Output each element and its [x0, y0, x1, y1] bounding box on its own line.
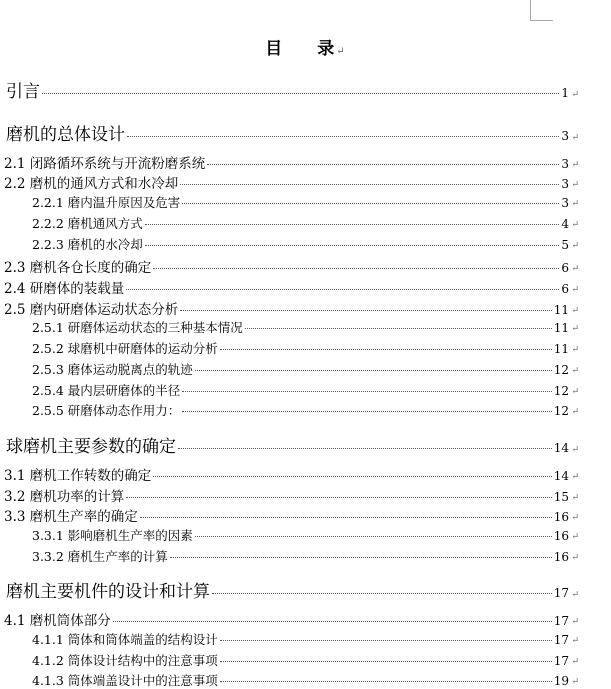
- paragraph-mark-icon: ↵: [571, 657, 579, 667]
- toc-entry-page-number: 14: [553, 469, 569, 483]
- toc-entry-label: 2.5.5 研磨体动态作用力：: [32, 403, 181, 418]
- toc-entry-page-number: 12: [553, 404, 569, 418]
- toc-entry-page-number: 17: [553, 586, 569, 600]
- paragraph-mark-icon: ↵: [571, 160, 579, 170]
- toc-entry-page-number: 17: [553, 654, 569, 668]
- paragraph-mark-icon: ↵: [571, 590, 579, 600]
- toc-entry[interactable]: [4, 277, 579, 297]
- dot-leader: [195, 370, 552, 371]
- toc-entry-page-number: 16: [553, 550, 569, 564]
- toc-entry-page-number: 14: [553, 441, 569, 455]
- dot-leader: [126, 289, 559, 290]
- toc-entry-label: 引言: [6, 82, 40, 102]
- toc-entry-page-number: 3: [561, 196, 569, 210]
- dot-leader: [180, 310, 551, 311]
- paragraph-mark-icon: ↵: [571, 387, 579, 397]
- toc-entry[interactable]: [4, 485, 579, 505]
- toc-entry-label: 3.3.2 磨机生产率的计算: [32, 549, 168, 564]
- toc-entry-label: 磨机主要机件的设计和计算: [6, 582, 210, 602]
- paragraph-mark-icon: ↵: [571, 617, 579, 627]
- toc-entry[interactable]: [32, 235, 579, 253]
- paragraph-mark-icon: ↵: [571, 180, 579, 190]
- dot-leader: [195, 536, 552, 537]
- paragraph-mark-icon: ↵: [571, 677, 579, 687]
- toc-entry[interactable]: [4, 505, 579, 525]
- dot-leader: [153, 476, 551, 477]
- toc-entry-label: 4.1.1 筒体和筒体端盖的结构设计: [32, 632, 218, 647]
- dot-leader: [140, 517, 552, 518]
- dot-leader: [245, 328, 552, 329]
- paragraph-mark-icon: ↵: [571, 241, 579, 251]
- toc-entry-page-number: 11: [553, 321, 569, 335]
- dot-leader: [182, 411, 551, 412]
- toc-entry-page-number: 12: [553, 363, 569, 377]
- toc-entry-page-number: 3: [561, 157, 569, 171]
- dot-leader: [145, 224, 560, 225]
- paragraph-mark-icon: ↵: [571, 472, 579, 482]
- toc-entry[interactable]: [32, 318, 579, 336]
- toc-entry-page-number: 5: [561, 238, 569, 252]
- dot-leader: [182, 391, 551, 392]
- toc-entry-page-number: 12: [553, 384, 569, 398]
- toc-entry[interactable]: [4, 172, 579, 192]
- toc-entry-label: 2.2.3 磨机的水冷却: [32, 237, 143, 252]
- paragraph-mark-icon: ↵: [571, 493, 579, 503]
- paragraph-mark-icon: ↵: [571, 345, 579, 355]
- paragraph-mark-icon: ↵: [571, 366, 579, 376]
- toc-entry-page-number: 15: [553, 490, 569, 504]
- dot-leader: [207, 164, 559, 165]
- toc-entry[interactable]: [6, 577, 579, 602]
- dot-leader: [145, 245, 560, 246]
- paragraph-mark-icon: ↵: [571, 306, 579, 316]
- toc-entry[interactable]: [4, 609, 579, 629]
- toc-entry-label: 3.3 磨机生产率的确定: [4, 509, 138, 525]
- toc-entry[interactable]: [32, 671, 579, 689]
- toc-entry-page-number: 16: [553, 510, 569, 524]
- dot-leader: [113, 621, 552, 622]
- toc-title-char-2: 录: [317, 39, 336, 59]
- toc-entry[interactable]: [4, 152, 579, 172]
- paragraph-mark-icon: ↵: [336, 46, 346, 57]
- paragraph-mark-icon: ↵: [571, 264, 579, 274]
- paragraph-mark-icon: ↵: [571, 445, 579, 455]
- toc-entry[interactable]: [32, 381, 579, 399]
- toc-entry-label: 磨机的总体设计: [6, 125, 125, 145]
- toc-entry[interactable]: [32, 651, 579, 669]
- paragraph-mark-icon: ↵: [571, 324, 579, 334]
- toc-entry-label: 球磨机主要参数的确定: [6, 437, 176, 457]
- paragraph-mark-icon: ↵: [571, 532, 579, 542]
- toc-entry-page-number: 3: [561, 129, 569, 143]
- toc-entry-label: 2.4 研磨体的装载量: [4, 281, 125, 297]
- paragraph-mark-icon: ↵: [571, 199, 579, 209]
- toc-entry[interactable]: [32, 526, 579, 544]
- dot-leader: [180, 184, 559, 185]
- dot-leader: [220, 349, 552, 350]
- toc-entry-label: 3.3.1 影响磨机生产率的因素: [32, 528, 193, 543]
- toc-entry-label: 2.5 磨内研磨体运动状态分析: [4, 302, 179, 318]
- dot-leader: [42, 93, 559, 94]
- paragraph-mark-icon: ↵: [571, 133, 579, 143]
- toc-entry-label: 2.5.4 最内层研磨体的半径: [32, 383, 181, 398]
- toc-entry-page-number: 17: [553, 614, 569, 628]
- toc-entry-label: 3.1 磨机工作转数的确定: [4, 468, 152, 484]
- toc-entry-page-number: 11: [553, 342, 569, 356]
- toc-entry[interactable]: [32, 214, 579, 232]
- toc-entry[interactable]: [32, 630, 579, 648]
- dot-leader: [182, 203, 559, 204]
- toc-entry-page-number: 11: [553, 303, 569, 317]
- toc-entry-label: 2.5.3 磨体运动脱离点的轨迹: [32, 362, 193, 377]
- toc-entry-label: 2.5.1 研磨体运动状态的三种基本情况: [32, 320, 243, 335]
- toc-entry-page-number: 1: [561, 86, 569, 100]
- paragraph-mark-icon: ↵: [571, 636, 579, 646]
- toc-entry-label: 2.1 闭路循环系统与开流粉磨系统: [4, 156, 206, 172]
- dot-leader: [126, 497, 551, 498]
- toc-entry-page-number: 16: [553, 529, 569, 543]
- toc-entry-page-number: 19: [553, 674, 569, 688]
- toc-entry-page-number: 6: [561, 282, 569, 296]
- dot-leader: [127, 136, 559, 137]
- paragraph-mark-icon: ↵: [571, 407, 579, 417]
- toc-entry-page-number: 17: [553, 633, 569, 647]
- toc-entry[interactable]: [6, 77, 579, 102]
- dot-leader: [220, 661, 552, 662]
- paragraph-mark-icon: ↵: [571, 553, 579, 563]
- dot-leader: [212, 593, 552, 594]
- toc-entry-label: 2.2 磨机的通风方式和水冷却: [4, 176, 179, 192]
- toc-entry[interactable]: [4, 464, 579, 484]
- toc-entry[interactable]: [32, 339, 579, 357]
- paragraph-mark-icon: ↵: [571, 220, 579, 230]
- toc-entry-label: 4.1 磨机筒体部分: [4, 613, 111, 629]
- dot-leader: [170, 557, 552, 558]
- paragraph-mark-icon: ↵: [571, 90, 579, 100]
- toc-entry-label: 2.2.2 磨机通风方式: [32, 216, 143, 231]
- toc-entry[interactable]: [4, 298, 579, 318]
- toc-entry-label: 4.1.2 筒体设计结构中的注意事项: [32, 653, 218, 668]
- toc-entry-label: 2.2.1 磨内温升原因及危害: [32, 195, 181, 210]
- dot-leader: [153, 268, 559, 269]
- toc-entry-page-number: 3: [561, 177, 569, 191]
- toc-entry[interactable]: [32, 360, 579, 378]
- toc-entry[interactable]: [6, 432, 579, 457]
- dot-leader: [220, 640, 552, 641]
- toc-entry[interactable]: [32, 401, 579, 419]
- toc-entry[interactable]: [32, 193, 579, 211]
- toc-title-char-1: 目: [265, 39, 284, 59]
- toc-entry-label: 2.5.2 球磨机中研磨体的运动分析: [32, 341, 218, 356]
- toc-entry-page-number: 6: [561, 261, 569, 275]
- toc-entry-page-number: 4: [561, 217, 569, 231]
- dot-leader: [178, 448, 552, 449]
- toc-entry-label: 4.1.3 筒体端盖设计中的注意事项: [32, 673, 218, 688]
- toc-entry[interactable]: [32, 547, 579, 565]
- paragraph-mark-icon: ↵: [571, 513, 579, 523]
- toc-entry-label: 2.3 磨机各仓长度的确定: [4, 260, 152, 276]
- toc-entry[interactable]: [4, 256, 579, 276]
- toc-entry[interactable]: [6, 120, 579, 145]
- paragraph-mark-icon: ↵: [571, 285, 579, 295]
- toc-entry-label: 3.2 磨机功率的计算: [4, 489, 125, 505]
